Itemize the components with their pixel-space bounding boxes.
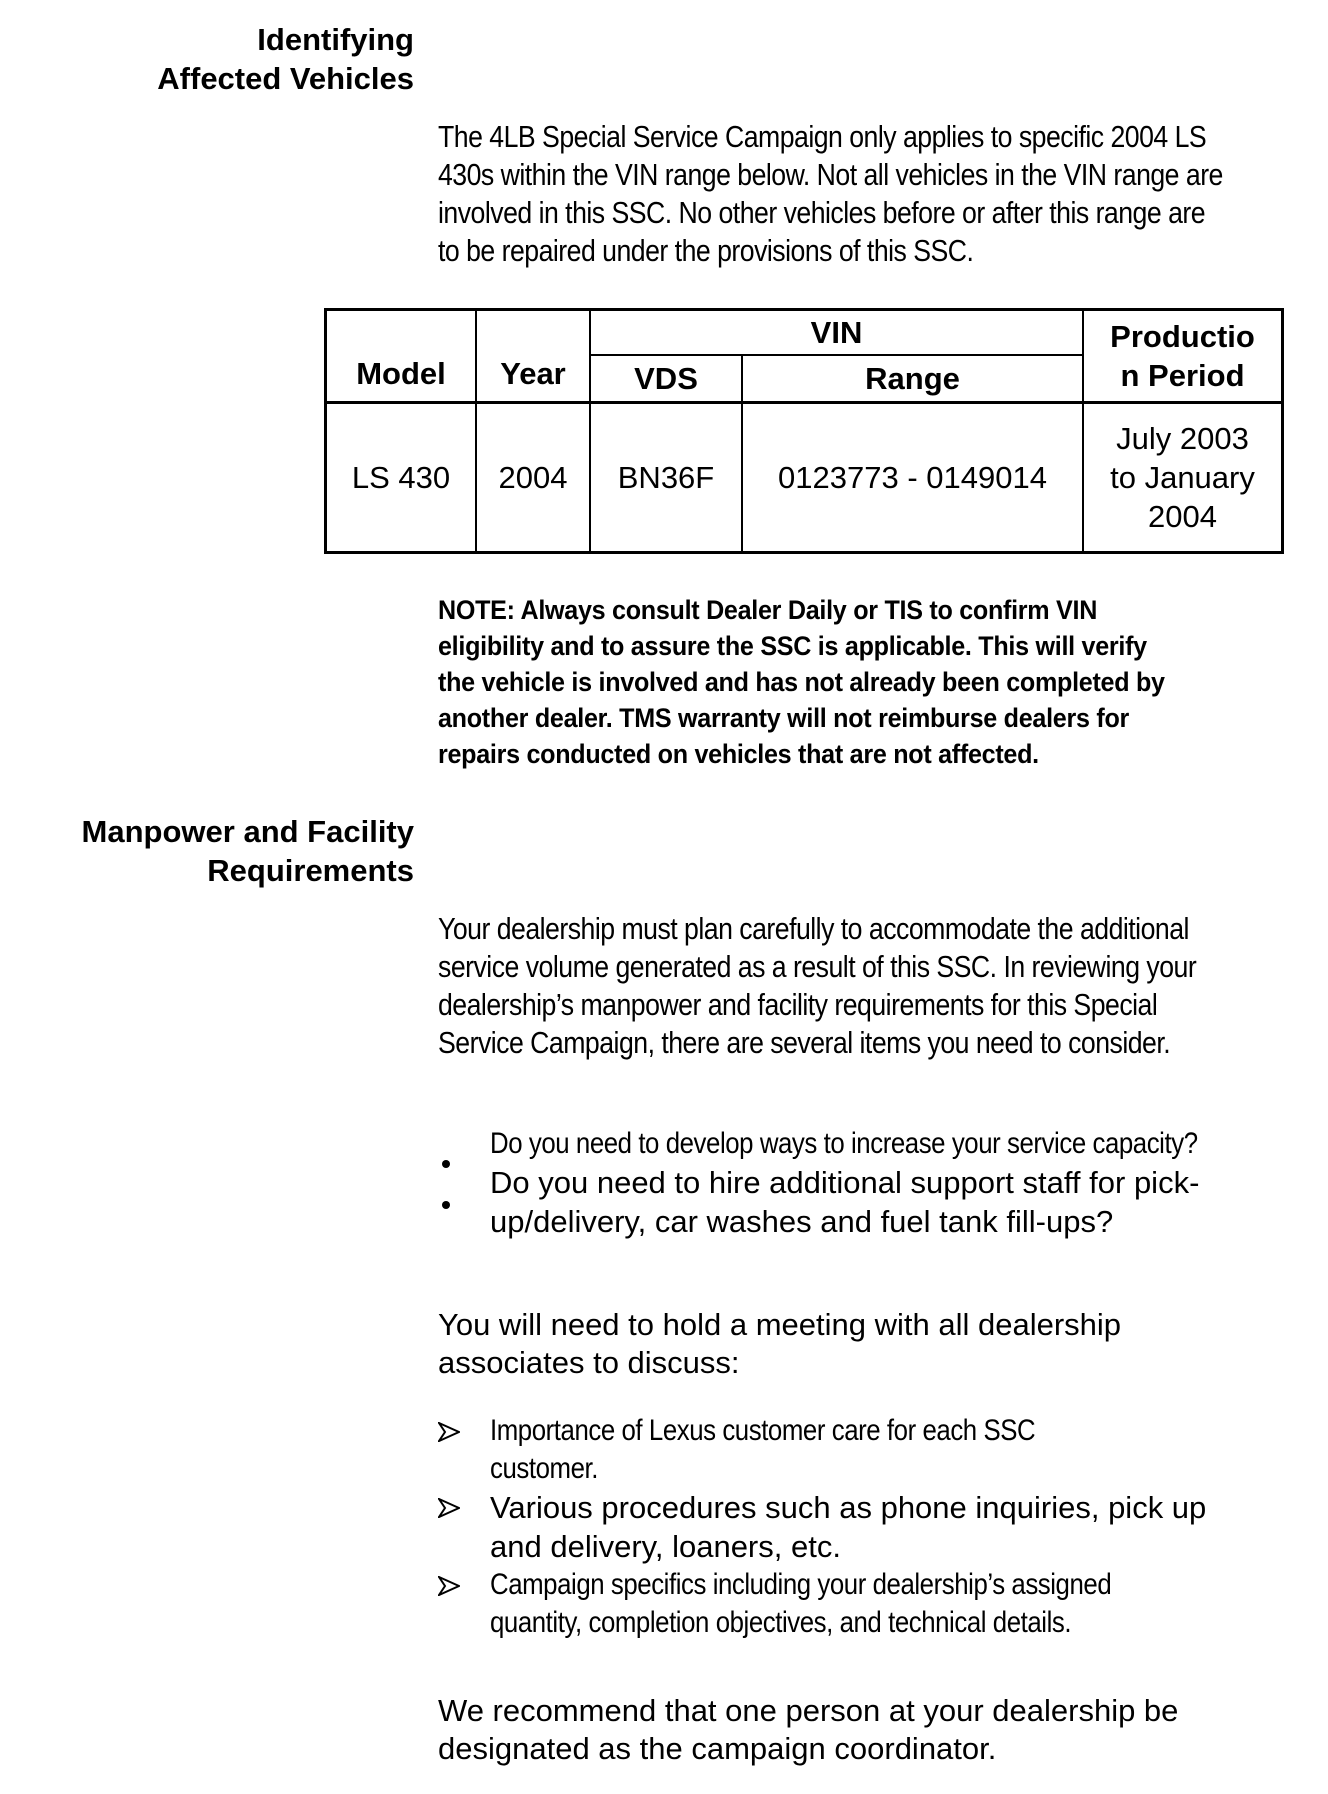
manpower-intro-paragraph	[438, 910, 1197, 1062]
list-item-line: Campaign specifics including your dealership’s assigned	[490, 1568, 1112, 1601]
heading-line: Manpower and Facility	[81, 814, 414, 849]
paragraph-line: You will need to hold a meeting with all dealership	[438, 1307, 1122, 1342]
list-item	[438, 1163, 1313, 1241]
list-item-text	[490, 1163, 1313, 1241]
paragraph-line: to be repaired under the provisions of this SSC.	[438, 233, 974, 268]
header-model: Model	[356, 356, 446, 391]
paragraph-line: dealership’s manpower and facility requirements for this Special	[438, 987, 1158, 1022]
heading-line: Identifying	[257, 22, 414, 57]
cell-vds: BN36F	[617, 460, 715, 495]
cell-line: July 2003	[1116, 421, 1249, 456]
note-line: eligibility and to assure the SSC is applicable. This will verify	[438, 631, 1147, 661]
list-item-text	[490, 1488, 1212, 1566]
list-item-line: customer.	[490, 1452, 598, 1485]
list-item-text: Do you need to develop ways to increase your service capacity?	[490, 1127, 1198, 1160]
cell-year: 2004	[498, 460, 568, 495]
paragraph-line: 430s within the VIN range below. Not all vehicles in the VIN range are	[438, 157, 1223, 192]
note-line: repairs conducted on vehicles that are not affected.	[438, 739, 1039, 769]
note-line: the vehicle is involved and has not already been completed by	[438, 667, 1165, 697]
header-production-period	[1084, 311, 1281, 401]
cell-line: to January	[1110, 460, 1255, 495]
paragraph-line: We recommend that one person at your dealership be	[438, 1693, 1179, 1728]
paragraph-line: Your dealership must plan carefully to accommodate the additional	[438, 911, 1189, 946]
list-item	[438, 1566, 1212, 1642]
list-item-line: Various procedures such as phone inquiries, pick up	[490, 1490, 1207, 1525]
header-line: n Period	[1120, 358, 1245, 393]
arrow-bullet-icon	[438, 1422, 460, 1442]
recommendation-paragraph	[438, 1692, 1178, 1768]
list-item-line: Importance of Lexus customer care for each SSC	[490, 1414, 1036, 1447]
discussion-points-list	[438, 1412, 1212, 1642]
list-item-line: up/delivery, car washes and fuel tank fill-ups?	[490, 1204, 1114, 1239]
header-vin: VIN	[810, 314, 863, 350]
cell-line: 2004	[1148, 499, 1217, 534]
list-item-line: quantity, completion objectives, and technical details.	[490, 1606, 1072, 1639]
arrow-bullet-icon	[438, 1498, 460, 1518]
heading-line: Affected Vehicles	[157, 61, 414, 96]
paragraph-line: The 4LB Special Service Campaign only applies to specific 2004 LS	[438, 119, 1207, 154]
arrow-bullet-icon	[438, 1576, 460, 1596]
list-item	[438, 1125, 1313, 1163]
note-line: another dealer. TMS warranty will not reimburse dealers for	[438, 703, 1130, 733]
cell-production-period	[1084, 404, 1281, 551]
section-heading-identifying	[157, 20, 414, 98]
header-range: Range	[865, 360, 960, 396]
paragraph-line: service volume generated as a result of this SSC. In reviewing your	[438, 949, 1197, 984]
consideration-list	[438, 1125, 1313, 1241]
list-item-line: Do you need to hire additional support staff for pick-	[490, 1165, 1200, 1200]
bullet-icon	[442, 1179, 450, 1218]
list-item-line: and delivery, loaners, etc.	[490, 1529, 841, 1564]
heading-line: Requirements	[207, 853, 414, 888]
paragraph-line: designated as the campaign coordinator.	[438, 1731, 997, 1766]
cell-model: LS 430	[351, 460, 451, 495]
paragraph-line: involved in this SSC. No other vehicles before or after this range are	[438, 195, 1206, 230]
list-item-text	[490, 1412, 1035, 1488]
meeting-paragraph	[438, 1306, 1121, 1382]
note-paragraph	[438, 592, 1165, 772]
note-line: NOTE: Always consult Dealer Daily or TIS to confirm VIN	[438, 595, 1098, 625]
identifying-intro-paragraph	[438, 118, 1223, 270]
section-heading-manpower	[82, 812, 414, 890]
list-item	[438, 1412, 1212, 1488]
vin-range-table	[324, 308, 1284, 554]
header-year: Year	[500, 356, 566, 391]
paragraph-line: Service Campaign, there are several items you need to consider.	[438, 1025, 1171, 1060]
list-item	[438, 1488, 1212, 1566]
cell-range: 0123773 - 0149014	[778, 460, 1047, 495]
header-vds: VDS	[634, 360, 698, 396]
list-item-text	[490, 1566, 1111, 1642]
paragraph-line: associates to discuss:	[438, 1345, 740, 1380]
header-line: Productio	[1110, 319, 1255, 354]
